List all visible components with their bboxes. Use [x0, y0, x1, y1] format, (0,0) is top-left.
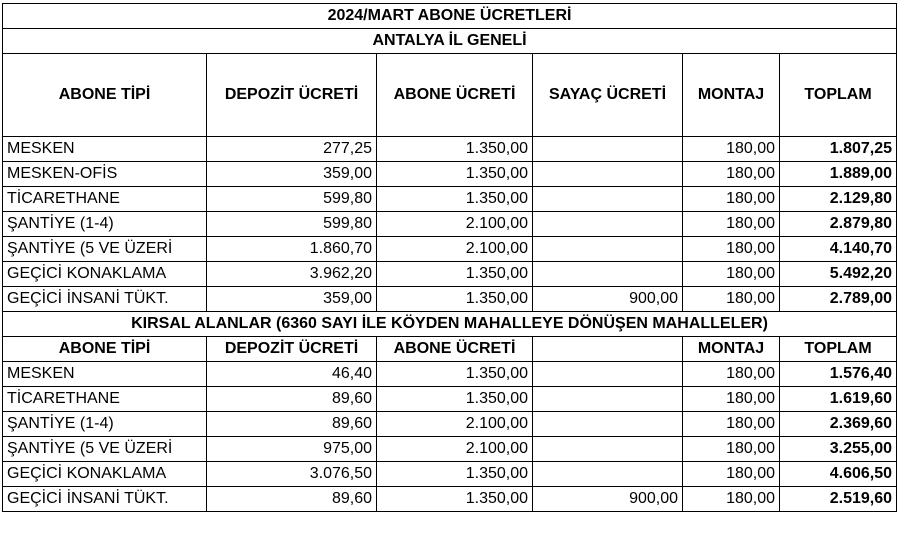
deposit-cell: 975,00	[207, 437, 377, 462]
subscription-cell: 2.100,00	[377, 437, 533, 462]
table-title: 2024/MART ABONE ÜCRETLERİ	[3, 4, 897, 29]
total-cell: 4.606,50	[780, 462, 897, 487]
subscriber-type-cell: TİCARETHANE	[3, 187, 207, 212]
table-row	[3, 362, 897, 387]
total-cell: 3.255,00	[780, 437, 897, 462]
subscriber-type-cell: GEÇİCİ İNSANİ TÜKT.	[3, 487, 207, 512]
meter-cell	[533, 462, 683, 487]
installation-cell: 180,00	[683, 437, 780, 462]
meter-cell	[533, 162, 683, 187]
table-row	[3, 262, 897, 287]
subscription-cell: 1.350,00	[377, 287, 533, 312]
deposit-cell: 599,80	[207, 212, 377, 237]
subscription-cell: 1.350,00	[377, 187, 533, 212]
total-cell: 2.129,80	[780, 187, 897, 212]
total-cell: 2.369,60	[780, 412, 897, 437]
installation-cell: 180,00	[683, 237, 780, 262]
section-heading-province: ANTALYA İL GENELİ	[3, 29, 897, 54]
column-header-meter: SAYAÇ ÜCRETİ	[533, 54, 683, 137]
table-row	[3, 237, 897, 262]
total-cell: 4.140,70	[780, 237, 897, 262]
subscription-cell: 2.100,00	[377, 237, 533, 262]
subscriber-type-cell: MESKEN	[3, 362, 207, 387]
table-row	[3, 287, 897, 312]
subscription-fees-table	[2, 3, 897, 512]
installation-cell: 180,00	[683, 187, 780, 212]
total-cell: 1.889,00	[780, 162, 897, 187]
subscriber-type-cell: ŞANTİYE (1-4)	[3, 212, 207, 237]
deposit-cell: 89,60	[207, 387, 377, 412]
subscriber-type-cell: ŞANTİYE (5 VE ÜZERİ	[3, 437, 207, 462]
installation-cell: 180,00	[683, 212, 780, 237]
deposit-cell: 3.962,20	[207, 262, 377, 287]
subscription-cell: 1.350,00	[377, 487, 533, 512]
table-row	[3, 187, 897, 212]
subscription-cell: 1.350,00	[377, 362, 533, 387]
column-header-total: TOPLAM	[780, 337, 897, 362]
column-header-installation: MONTAJ	[683, 337, 780, 362]
column-header-total: TOPLAM	[780, 54, 897, 137]
table-row	[3, 137, 897, 162]
meter-cell	[533, 437, 683, 462]
subscription-cell: 2.100,00	[377, 412, 533, 437]
total-cell: 2.519,60	[780, 487, 897, 512]
total-cell: 1.619,60	[780, 387, 897, 412]
table-row	[3, 462, 897, 487]
meter-cell	[533, 212, 683, 237]
meter-cell	[533, 237, 683, 262]
table-row	[3, 412, 897, 437]
installation-cell: 180,00	[683, 287, 780, 312]
section-heading-rural: KIRSAL ALANLAR (6360 SAYI İLE KÖYDEN MAHALLEYE DÖNÜŞEN MAHALLELER)	[3, 312, 897, 337]
subscriber-type-cell: TİCARETHANE	[3, 387, 207, 412]
column-header-subscription: ABONE ÜCRETİ	[377, 337, 533, 362]
total-cell: 2.879,80	[780, 212, 897, 237]
deposit-cell: 359,00	[207, 162, 377, 187]
column-header-subscriber-type: ABONE TİPİ	[3, 54, 207, 137]
meter-cell	[533, 262, 683, 287]
subscriber-type-cell: GEÇİCİ KONAKLAMA	[3, 262, 207, 287]
deposit-cell: 89,60	[207, 412, 377, 437]
total-cell: 1.807,25	[780, 137, 897, 162]
meter-cell	[533, 387, 683, 412]
installation-cell: 180,00	[683, 162, 780, 187]
table-row	[3, 487, 897, 512]
subscriber-type-cell: MESKEN	[3, 137, 207, 162]
deposit-cell: 359,00	[207, 287, 377, 312]
column-header-meter	[533, 337, 683, 362]
subscription-cell: 1.350,00	[377, 262, 533, 287]
total-cell: 1.576,40	[780, 362, 897, 387]
deposit-cell: 89,60	[207, 487, 377, 512]
table-row	[3, 212, 897, 237]
subscription-cell: 1.350,00	[377, 462, 533, 487]
column-header-row	[3, 337, 897, 362]
subscription-cell: 1.350,00	[377, 162, 533, 187]
meter-cell	[533, 362, 683, 387]
meter-cell	[533, 137, 683, 162]
deposit-cell: 599,80	[207, 187, 377, 212]
installation-cell: 180,00	[683, 487, 780, 512]
subscriber-type-cell: GEÇİCİ İNSANİ TÜKT.	[3, 287, 207, 312]
subscription-cell: 2.100,00	[377, 212, 533, 237]
installation-cell: 180,00	[683, 412, 780, 437]
meter-cell: 900,00	[533, 487, 683, 512]
table-row	[3, 387, 897, 412]
deposit-cell: 277,25	[207, 137, 377, 162]
column-header-deposit: DEPOZİT ÜCRETİ	[207, 54, 377, 137]
installation-cell: 180,00	[683, 387, 780, 412]
meter-cell	[533, 187, 683, 212]
deposit-cell: 3.076,50	[207, 462, 377, 487]
subscriber-type-cell: GEÇİCİ KONAKLAMA	[3, 462, 207, 487]
total-cell: 2.789,00	[780, 287, 897, 312]
subscriber-type-cell: ŞANTİYE (1-4)	[3, 412, 207, 437]
subscriber-type-cell: ŞANTİYE (5 VE ÜZERİ	[3, 237, 207, 262]
meter-cell: 900,00	[533, 287, 683, 312]
table-row	[3, 162, 897, 187]
subscription-cell: 1.350,00	[377, 387, 533, 412]
installation-cell: 180,00	[683, 262, 780, 287]
column-header-row	[3, 54, 897, 137]
subscription-cell: 1.350,00	[377, 137, 533, 162]
total-cell: 5.492,20	[780, 262, 897, 287]
column-header-subscriber-type: ABONE TİPİ	[3, 337, 207, 362]
subscriber-type-cell: MESKEN-OFİS	[3, 162, 207, 187]
column-header-deposit: DEPOZİT ÜCRETİ	[207, 337, 377, 362]
installation-cell: 180,00	[683, 362, 780, 387]
installation-cell: 180,00	[683, 137, 780, 162]
meter-cell	[533, 412, 683, 437]
installation-cell: 180,00	[683, 462, 780, 487]
deposit-cell: 46,40	[207, 362, 377, 387]
deposit-cell: 1.860,70	[207, 237, 377, 262]
column-header-installation: MONTAJ	[683, 54, 780, 137]
column-header-subscription: ABONE ÜCRETİ	[377, 54, 533, 137]
table-row	[3, 437, 897, 462]
